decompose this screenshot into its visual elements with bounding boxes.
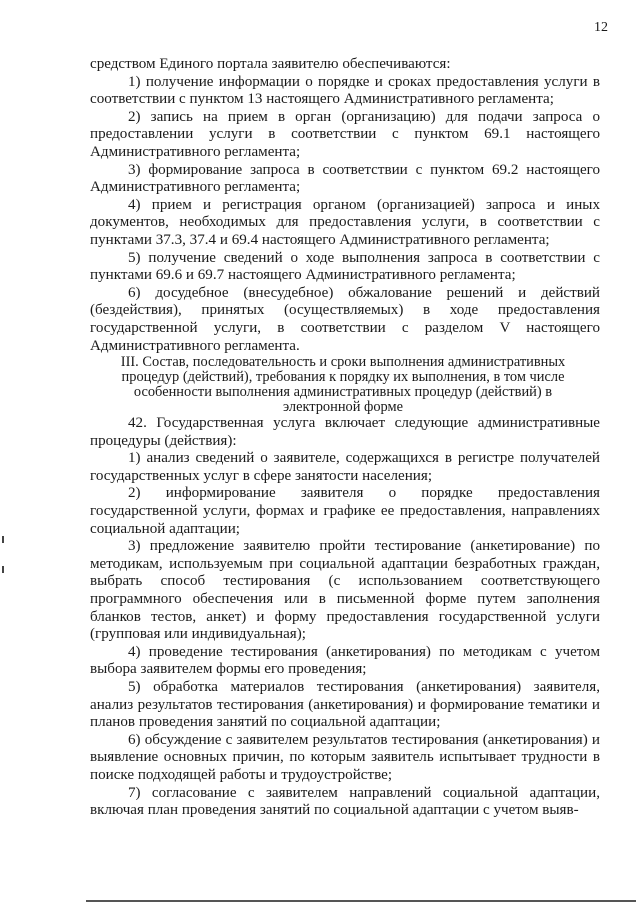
list-item: 3) предложение заявителю пройти тестирование (анкетирование) по методикам, используемым при социальной адаптации безработных граждан, выбрать способ тестирования (с использованием соответствующего программного обеспечения или в письменной форме путем заполнения бланков тестов, анкет) и форму предоставления государственной услуги (групповая или индивидуальная); (90, 538, 600, 643)
intro-line: средством Единого портала заявителю обеспечиваются: (90, 56, 451, 72)
scan-artifact (2, 536, 4, 543)
list-item: 5) получение сведений о ходе выполнения запроса в соответствии с пунктами 69.6 и 69.7 настоящего Административного регламента; (90, 249, 600, 284)
list-item: 3) формирование запроса в соответствии с пунктом 69.2 настоящего Административного регламента; (90, 161, 600, 196)
scan-edge (86, 900, 636, 902)
list-item: 1) анализ сведений о заявителе, содержащихся в регистре получателей государственных услуг в сфере занятости населения; (90, 450, 600, 484)
list-item: 4) проведение тестирования (анкетирования) по методикам с учетом выбора заявителем формы его проведения; (90, 643, 600, 678)
list-item: 6) обсуждение с заявителем результатов тестирования (анкетирования) и выявление основных причин, по которым заявитель испытывает трудности в поиске подходящей работы и трудоустройстве; (90, 731, 600, 783)
document-body (90, 56, 600, 820)
list-item: 1) получение информации о порядке и сроках предоставления услуги в соответствии с пунктом 13 настоящего Административного регламента; (90, 73, 600, 108)
scan-artifact (2, 566, 4, 573)
page-number: 12 (594, 20, 608, 35)
clause-42: 42. Государственная услуга включает следующие административные процедуры (действия): (90, 415, 600, 449)
list-item: 7) согласование с заявителем направлений социальной адаптации, включая план проведения занятий по социальной адаптации с учетом выяв- (90, 784, 600, 819)
list-item: 6) досудебное (внесудебное) обжалование решений и действий (бездействия), принятых (осуществляемых) в ходе предоставления государственной услуги, в соответствии с разделом V настоящего Административного регламента. (90, 284, 600, 354)
list-item: 2) запись на прием в орган (организацию) для подачи запроса о предоставлении услуги в соответствии с пунктом 69.1 настоящего Административного регламента; (90, 108, 600, 160)
section-heading: III. Состав, последовательность и сроки выполнения административных процедур (действий), требования к порядку их выполнения, в том числе особенности выполнения административных процедур (действий) в электронной форме (120, 354, 566, 416)
list-item: 2) информирование заявителя о порядке предоставления государственной услуги, формах и графике ее предоставления, направлениях социальной адаптации; (90, 485, 600, 537)
list-item: 5) обработка материалов тестирования (анкетирования) заявителя, анализ результатов тестирования (анкетирования) и формирование тематики и планов проведения занятий по социальной адаптации; (90, 679, 600, 731)
list-item: 4) прием и регистрация органом (организацией) запроса и иных документов, необходимых для предоставления услуги, в соответствии с пунктами 37.3, 37.4 и 69.4 настоящего Административного регламента; (90, 196, 600, 248)
